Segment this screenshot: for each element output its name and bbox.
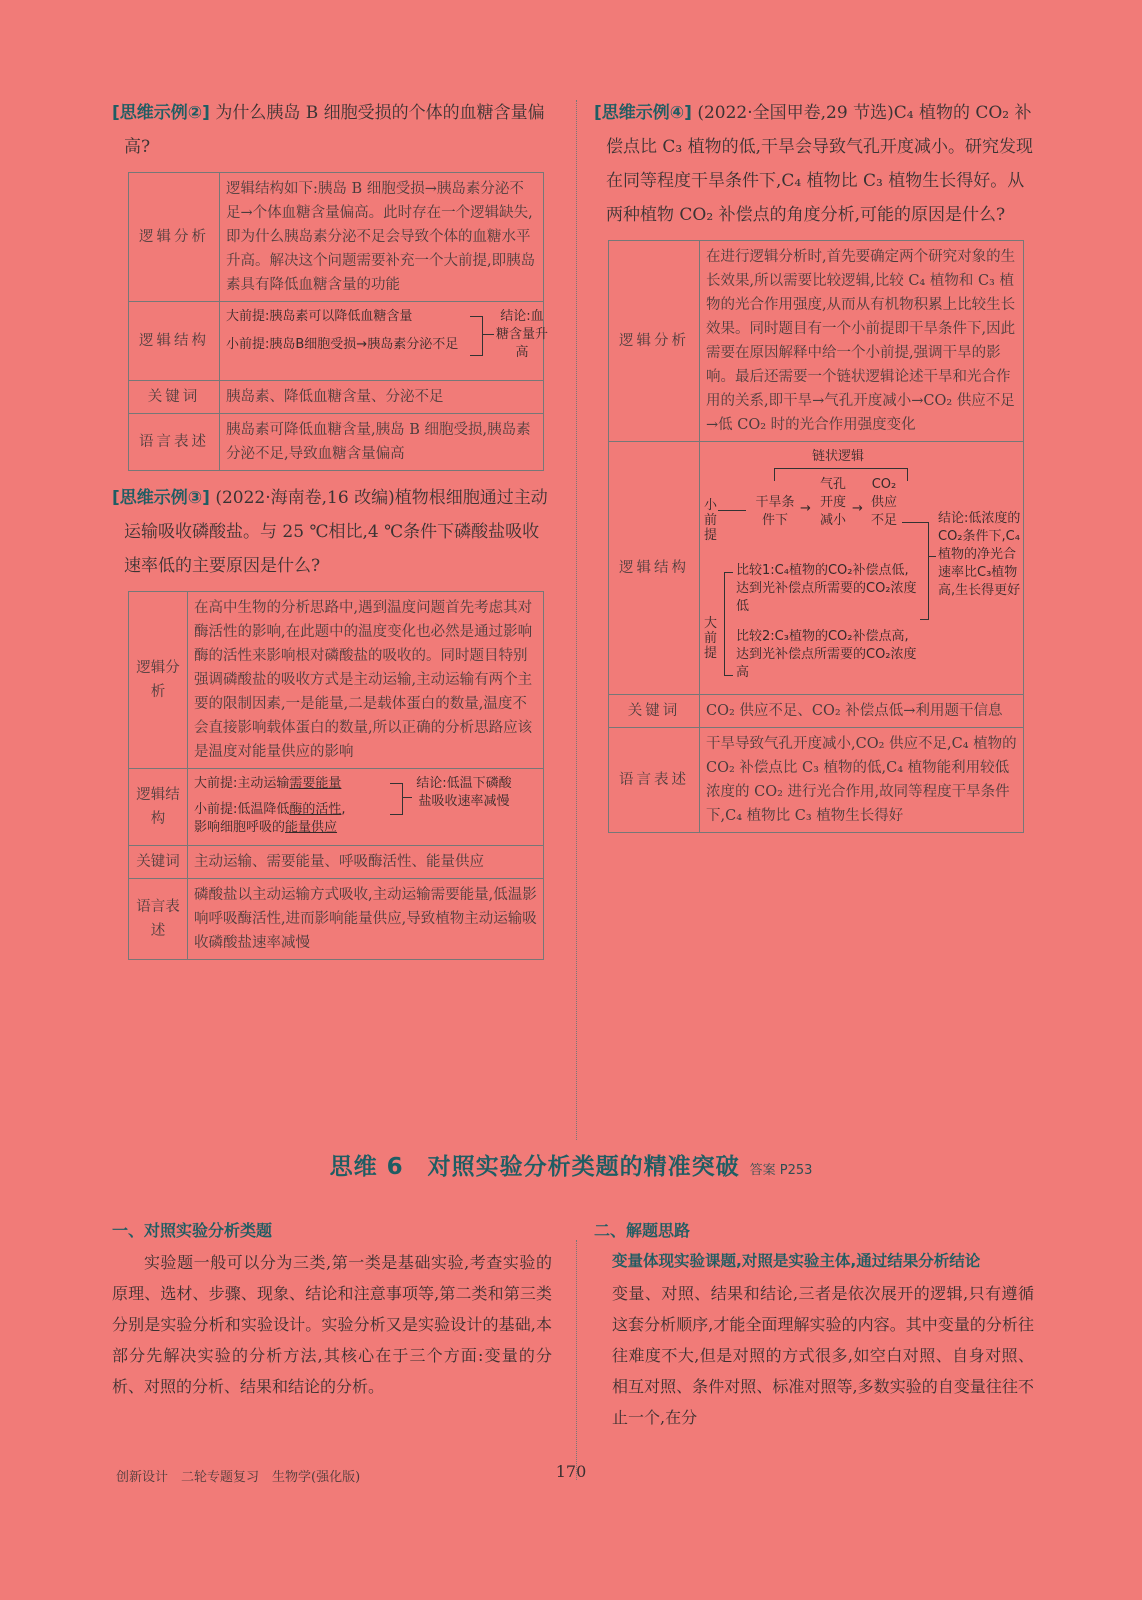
example-3-question xyxy=(112,481,552,583)
comparison-2: 比较2:C₃植物的CO₂补偿点高,达到光补偿点所需要的CO₂浓度高 xyxy=(736,629,917,680)
row-header: 语言表述 xyxy=(129,414,220,471)
language-text: 干旱导致气孔开度减小,CO₂ 供应不足,C₄ 植物的 CO₂ 补偿点比 C₃ 植物的低,C₄ 植物能利用较低浓度的 CO₂ 进行光合作用,故同等程度干旱条件下,C₄ 植物比 C₃ 植物生长得好 xyxy=(700,728,1024,833)
left-column xyxy=(112,96,552,960)
keywords-text: 主动运输、需要能量、呼吸酶活性、能量供应 xyxy=(188,846,544,879)
right-column xyxy=(594,96,1034,833)
major-premise-label: 大前提 xyxy=(704,616,718,661)
language-text: 胰岛素可降低血糖含量,胰岛 B 细胞受损,胰岛素分泌不足,导致血糖含量偏高 xyxy=(220,414,544,471)
keywords-text: CO₂ 供应不足、CO₂ 补偿点低→利用题干信息 xyxy=(700,695,1024,728)
section-title: 思维 6 对照实验分析类题的精准突破 答案 P253 xyxy=(329,1154,813,1180)
section-1-text: 实验题一般可以分为三类,第一类是基础实验,考查实验的原理、选材、步骤、现象、结论和注意事项等,第二类和第三类分别是实验分析和实验设计。实验分析又是实验设计的基础,本部分先解决实验的分析方法,其核心在于三个方面:变量的分析、对照的分析、结果和结论的分析。 xyxy=(112,1253,552,1396)
row-header: 语言表述 xyxy=(129,879,188,960)
bracket-line xyxy=(482,334,494,335)
conclusion: 结论:低浓度的CO₂条件下,C₄植物的净光合速率比C₃植物高,生长得更好 xyxy=(938,511,1021,598)
answer-ref: 答案 P253 xyxy=(749,1163,813,1178)
example-4-label: [思维示例④] xyxy=(594,103,692,123)
logic-structure xyxy=(220,302,549,381)
row-header: 关键词 xyxy=(129,381,220,414)
chain-drought: 干旱条件下 xyxy=(755,495,795,528)
logic-analysis-text: 在进行逻辑分析时,首先要确定两个研究对象的生长效果,所以需要比较逻辑,比较 C₄ 植物和 C₃ 植物的光合作用强度,从而从有机物积累上比较生长效果。同时题目有一个小前提即干旱条件下,因此需要在原因解释中给一个小前提,强调干旱的影响。最后还需要一个链状逻辑论述干旱和光合作用的关系,即干旱→气孔开度减小→CO₂ 供应不足→低 CO₂ 时的光合作用强度变化 xyxy=(700,241,1024,442)
major-premise: 大前提:主动运输需要能量 xyxy=(194,776,342,791)
row-header: 逻辑结构 xyxy=(129,769,188,846)
logic-structure: 链状逻辑 小前提 干旱条件下 → 气孔开度减小 → CO₂供应不足 大前提 比较1:C₄植物的CO₂补偿点低,达到光补偿点所需要的CO₂浓度低 比较2:C₃植物的CO₂补偿点高,达到光补偿点所需要的CO₂浓度高 结论:低浓度的CO₂条件下,C₄植物的净光合速率比C₃植物高,生长得更好 xyxy=(700,442,1024,695)
logic-structure xyxy=(188,769,544,846)
comparison-1: 比较1:C₄植物的CO₂补偿点低,达到光补偿点所需要的CO₂浓度低 xyxy=(736,563,917,614)
section-2 xyxy=(594,1218,1034,1433)
example-3-table xyxy=(128,591,544,960)
row-header: 逻辑结构 xyxy=(609,442,700,695)
chain-stomata: 气孔开度减小 xyxy=(819,477,846,528)
row-header: 逻辑分析 xyxy=(609,241,700,442)
row-header: 逻辑结构 xyxy=(129,302,220,381)
example-2-label: [思维示例②] xyxy=(112,103,210,123)
conclusion: 结论:血糖含量升高 xyxy=(496,309,549,360)
column-divider-2 xyxy=(576,1240,577,1480)
example-4-table xyxy=(608,240,1024,833)
example-3-label: [思维示例③] xyxy=(112,488,210,508)
page-number: 170 xyxy=(555,1462,587,1481)
row-header: 逻辑分析 xyxy=(129,173,220,302)
example-2-question xyxy=(112,96,552,164)
bracket-line xyxy=(402,797,412,798)
section-1-title: 一、对照实验分析类题 xyxy=(112,1221,273,1240)
column-divider xyxy=(576,100,577,1140)
row-header: 逻辑分析 xyxy=(129,592,188,769)
conclusion: 结论:低温下磷酸盐吸收速率减慢 xyxy=(416,776,512,809)
chain-co2: CO₂供应不足 xyxy=(870,477,897,528)
minor-premise-label: 小前提 xyxy=(704,498,718,543)
row-header: 关键词 xyxy=(609,695,700,728)
bracket xyxy=(470,316,483,356)
section-2-subtitle: 变量体现实验课题,对照是实验主体,通过结果分析结论 xyxy=(612,1252,981,1270)
minor-premise: 小前提:胰岛B细胞受损→胰岛素分泌不足 xyxy=(226,337,459,352)
bracket xyxy=(390,783,403,815)
example-3-text: (2022·海南卷,16 改编)植物根细胞通过主动运输吸收磷酸盐。与 25 ℃相比,4 ℃条件下磷酸盐吸收速率低的主要原因是什么? xyxy=(124,488,548,576)
chain-logic-label: 链状逻辑 xyxy=(811,449,864,464)
example-2-table xyxy=(128,172,549,471)
keywords-text: 胰岛素、降低血糖含量、分泌不足 xyxy=(220,381,544,414)
example-4-text: (2022·全国甲卷,29 节选)C₄ 植物的 CO₂ 补偿点比 C₃ 植物的低,干旱会导致气孔开度减小。研究发现在同等程度干旱条件下,C₄ 植物比 C₃ 植物生长得好。从两种植物 CO₂ 补偿点的角度分析,可能的原因是什么? xyxy=(606,103,1034,225)
logic-analysis-text: 逻辑结构如下:胰岛 B 细胞受损→胰岛素分泌不足→个体血糖含量偏高。此时存在一个逻辑缺失,即为什么胰岛素分泌不足会导致个体的血糖水平升高。解决这个问题需要补充一个大前提,即胰岛素具有降低血糖含量的功能 xyxy=(220,173,544,302)
language-text: 磷酸盐以主动运输方式吸收,主动运输需要能量,低温影响呼吸酶活性,进而影响能量供应,导致植物主动运输吸收磷酸盐速率减慢 xyxy=(188,879,544,960)
row-header: 语言表述 xyxy=(609,728,700,833)
example-4-question xyxy=(594,96,1034,232)
major-premise: 大前提:胰岛素可以降低血糖含量 xyxy=(226,309,413,324)
minor-premise-2: 影响细胞呼吸的能量供应 xyxy=(194,820,338,835)
logic-analysis-text: 在高中生物的分析思路中,遇到温度问题首先考虑其对酶活性的影响,在此题中的温度变化也必然是通过影响酶的活性来影响根对磷酸盐的吸收的。同时题目特别强调磷酸盐的吸收方式是主动运输,主动运输有两个主要的限制因素,一是能量,二是载体蛋白的数量,温度不会直接影响载体蛋白的数量,所以正确的分析思路应该是温度对能量供应的影响 xyxy=(188,592,544,769)
section-1 xyxy=(112,1218,552,1402)
section-2-text: 变量、对照、结果和结论,三者是依次展开的逻辑,只有遵循这套分析顺序,才能全面理解实验的内容。其中变量的分析往往难度不大,但是对照的方式很多,如空白对照、自身对照、相互对照、条件对照、标准对照等,多数实验的自变量往往不止一个,在分 xyxy=(612,1284,1034,1427)
row-header: 关键词 xyxy=(129,846,188,879)
footer-book: 创新设计 二轮专题复习 生物学(强化版) xyxy=(116,1470,361,1485)
section-2-title: 二、解题思路 xyxy=(594,1221,691,1240)
example-2-text: 为什么胰岛 B 细胞受损的个体的血糖含量偏高? xyxy=(124,103,545,157)
minor-premise: 小前提:低温降低酶的活性, xyxy=(194,802,346,817)
